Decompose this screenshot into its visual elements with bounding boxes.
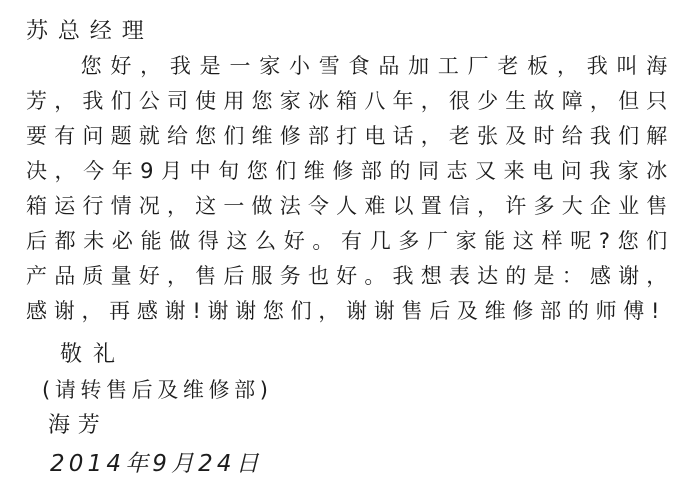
letter-body: 您好，我是一家小雪食品加工厂老板，我叫海芳，我们公司使用您家冰箱八年，很少生故障，但只要有问题就给您们维修部打电话，老张及时给我们解决，今年9月中旬您们维修部的同志又来电问我家冰箱运行情况，这一做法令人难以置信，许多大企业售后都未必能做得这么好。有几多厂家能这样呢?您们产品质量好，售后服务也好。我想表达的是：感谢，感谢，再感谢!谢谢您们，谢谢售后及维修部的师傅!: [26, 54, 674, 323]
signature-name: 海芳: [48, 413, 108, 438]
closing-salute: 敬礼: [60, 342, 127, 367]
salutation-line: 苏总经理: [26, 19, 154, 44]
date-line: 2014年9月24日: [50, 451, 263, 477]
forward-note: (请转售后及维修部): [42, 378, 273, 402]
